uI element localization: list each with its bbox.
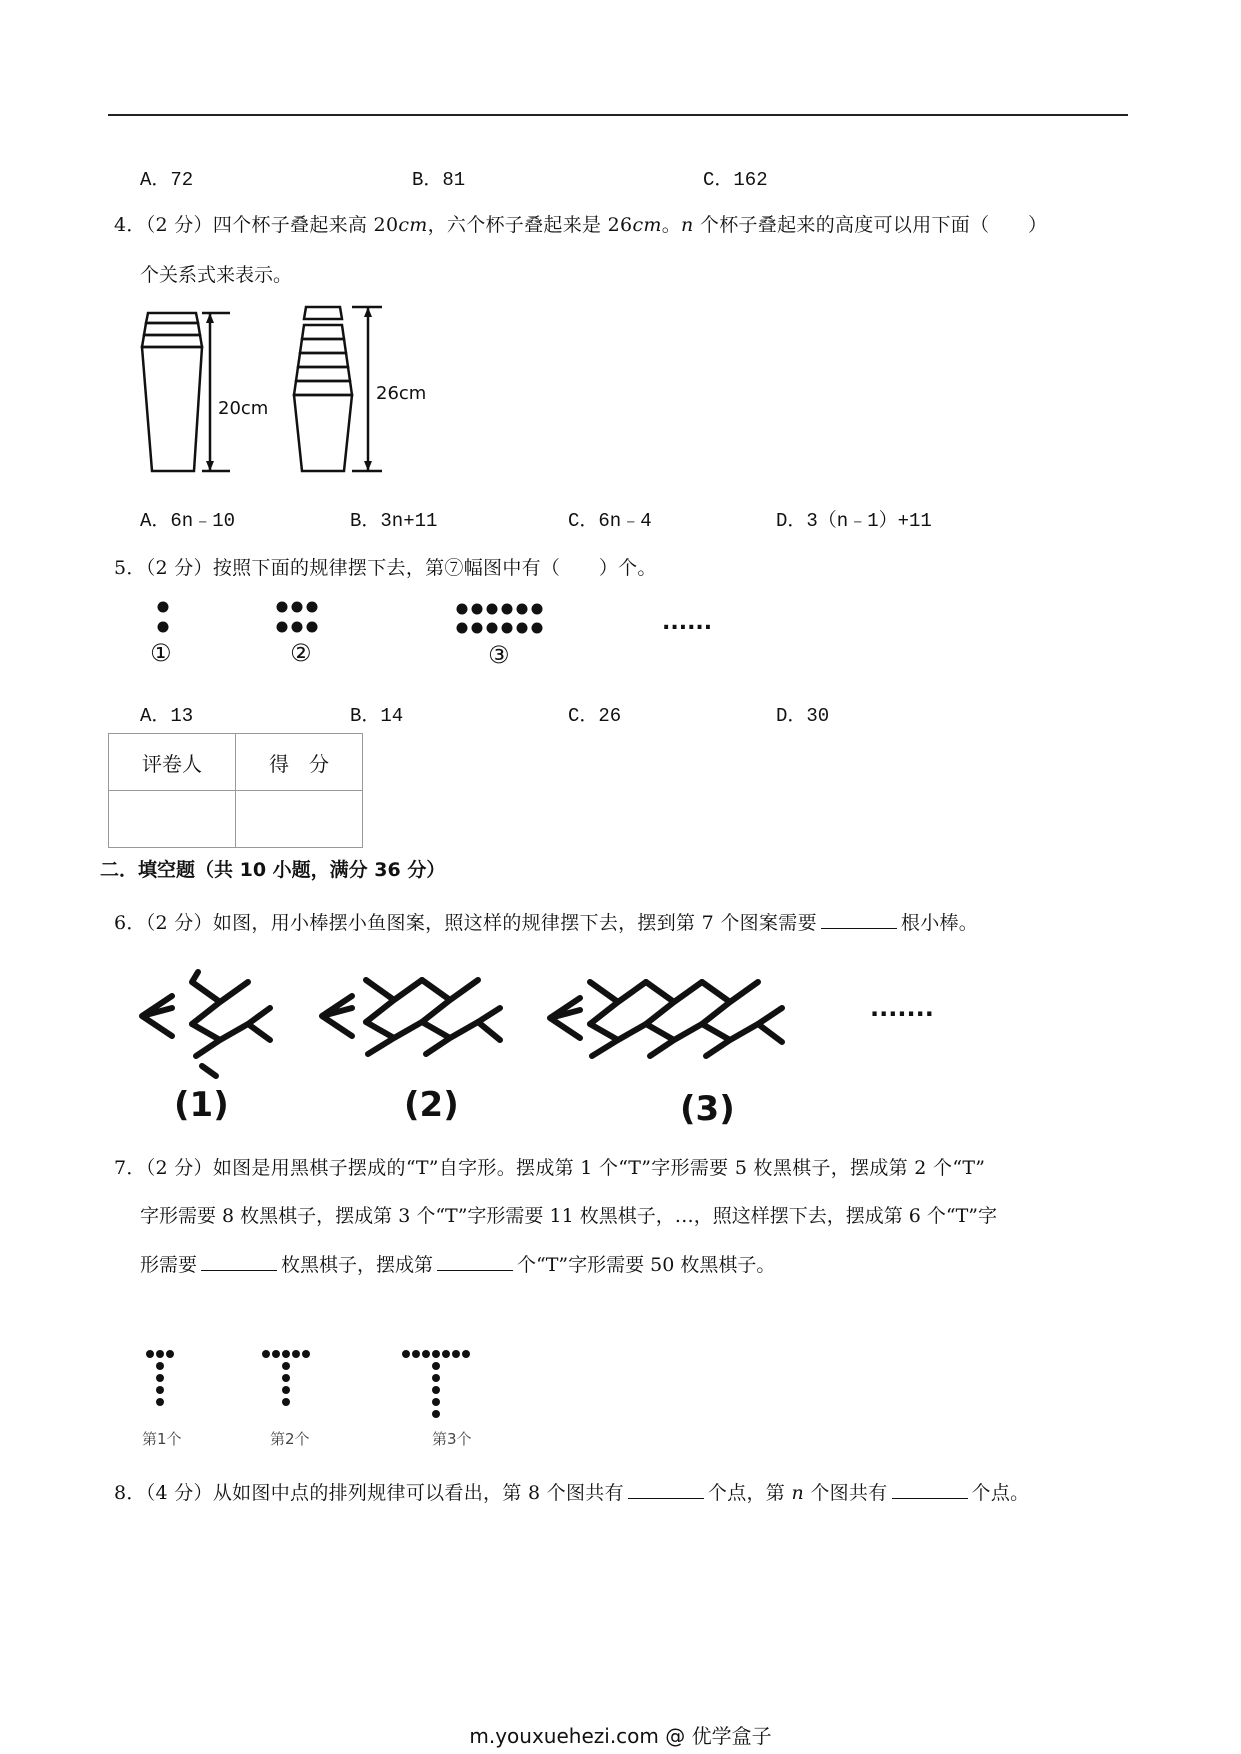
q4-var: n	[681, 214, 694, 236]
q5-ellipsis: ......	[662, 610, 713, 635]
cup-shape	[142, 347, 202, 471]
q8-stem-part: 个点，第	[707, 1482, 786, 1504]
q7-t-shapes-figure	[130, 1340, 530, 1460]
q4-unit: cm	[632, 214, 662, 236]
q3-option-c: C．162	[703, 169, 768, 191]
score-table-score-header: 得 分	[236, 734, 363, 791]
q5-dots-figure	[130, 595, 730, 675]
q7-fig-label-2: 第2个	[270, 1430, 310, 1448]
q7-stem-part: 枚黑棋子，摆成第	[281, 1254, 434, 1276]
q7-stem-line2: 字形需要 8 枚黑棋子，摆成第 3 个“T”字形需要 11 枚黑棋子，…，照这样摆下去，摆成第 6 个“T”字	[140, 1205, 997, 1227]
q7-answer-blank-2[interactable]	[437, 1252, 513, 1271]
q8-stem-part: 个点。	[971, 1482, 1030, 1504]
q7-fig-label-1: 第1个	[142, 1430, 182, 1448]
q4-option-a: A．6n﹣10	[140, 510, 236, 532]
q4-label-20cm: 20cm	[218, 398, 269, 419]
q4-cups-figure	[130, 305, 430, 485]
q4-stem-line2: 个关系式来表示。	[140, 264, 293, 286]
q6-answer-blank[interactable]	[821, 910, 897, 929]
q6-stem-part: 6．（2 分）如图，用小棒摆小鱼图案，照这样的规律摆下去，摆到第 7 个图案需要	[114, 912, 817, 934]
score-table	[108, 733, 363, 848]
q6-fig-label-1: (1)	[174, 1085, 229, 1125]
q8-stem-part: 个图共有	[810, 1482, 888, 1504]
q8-stem-part: 8．（4 分）从如图中点的排列规律可以看出，第 8 个图共有	[114, 1482, 624, 1504]
score-table-grader-header: 评卷人	[109, 734, 236, 791]
q4-label-26cm: 26cm	[376, 383, 427, 404]
q4-stem-part: ，六个杯子叠起来是 26	[427, 214, 633, 236]
q7-stem-line1: 7．（2 分）如图是用黑棋子摆成的“T”自字形。摆成第 1 个“T”字形需要 5 枚黑棋子，摆成第 2 个“T”	[114, 1157, 986, 1179]
q8-answer-blank-2[interactable]	[892, 1480, 968, 1499]
q3-option-a: A．72	[140, 169, 194, 191]
q7-stem-part: 个“T”字形需要 50 枚黑棋子。	[517, 1254, 776, 1276]
q5-fig-label-3: ③	[488, 641, 510, 669]
q5-fig-label-2: ②	[290, 639, 312, 667]
footer-watermark: m.youxuehezi.com @ 优学盒子	[469, 1724, 772, 1748]
q4-unit: cm	[398, 214, 428, 236]
q7-stem-part: 形需要	[140, 1254, 198, 1276]
q8-answer-blank-1[interactable]	[628, 1480, 704, 1499]
q6-stem	[114, 908, 978, 935]
q3-option-b: B．81	[412, 169, 466, 191]
q5-fig-label-1: ①	[150, 639, 172, 667]
score-table-score-cell[interactable]	[236, 791, 363, 848]
q5-option-b: B．14	[350, 705, 404, 727]
section-title: 二．填空题（共 10 小题，满分 36 分）	[100, 859, 446, 881]
q7-fig-label-3: 第3个	[432, 1430, 472, 1448]
q5-option-a: A．13	[140, 705, 194, 727]
q4-stem-part: 4．（2 分）四个杯子叠起来高 20	[114, 214, 399, 236]
q6-fig-label-2: (2)	[404, 1085, 459, 1125]
q4-stem	[114, 210, 1047, 237]
q6-fig-label-3: (3)	[680, 1089, 735, 1129]
q8-stem	[114, 1478, 1029, 1505]
score-table-grader-cell[interactable]	[109, 791, 236, 848]
q5-stem: 5．（2 分）按照下面的规律摆下去，第⑦幅图中有（ ）个。	[114, 557, 657, 579]
q4-option-b: B．3n+11	[350, 510, 438, 532]
q4-option-d: D．3（n﹣1）+11	[776, 510, 932, 532]
q6-ellipsis: .......	[870, 994, 934, 1022]
q5-option-c: C．26	[568, 705, 622, 727]
q7-stem-line3	[140, 1250, 775, 1277]
q5-option-d: D．30	[776, 705, 830, 727]
q6-stem-part: 根小棒。	[900, 912, 979, 934]
top-rule	[108, 114, 1128, 116]
q4-stem-part: 。	[661, 214, 682, 236]
q4-stem-part: 个杯子叠起来的高度可以用下面（ ）	[693, 214, 1048, 236]
q7-answer-blank-1[interactable]	[201, 1252, 277, 1271]
q8-var: n	[791, 1482, 804, 1504]
q4-option-c: C．6n﹣4	[568, 510, 652, 532]
q6-fish-figure	[130, 960, 960, 1130]
